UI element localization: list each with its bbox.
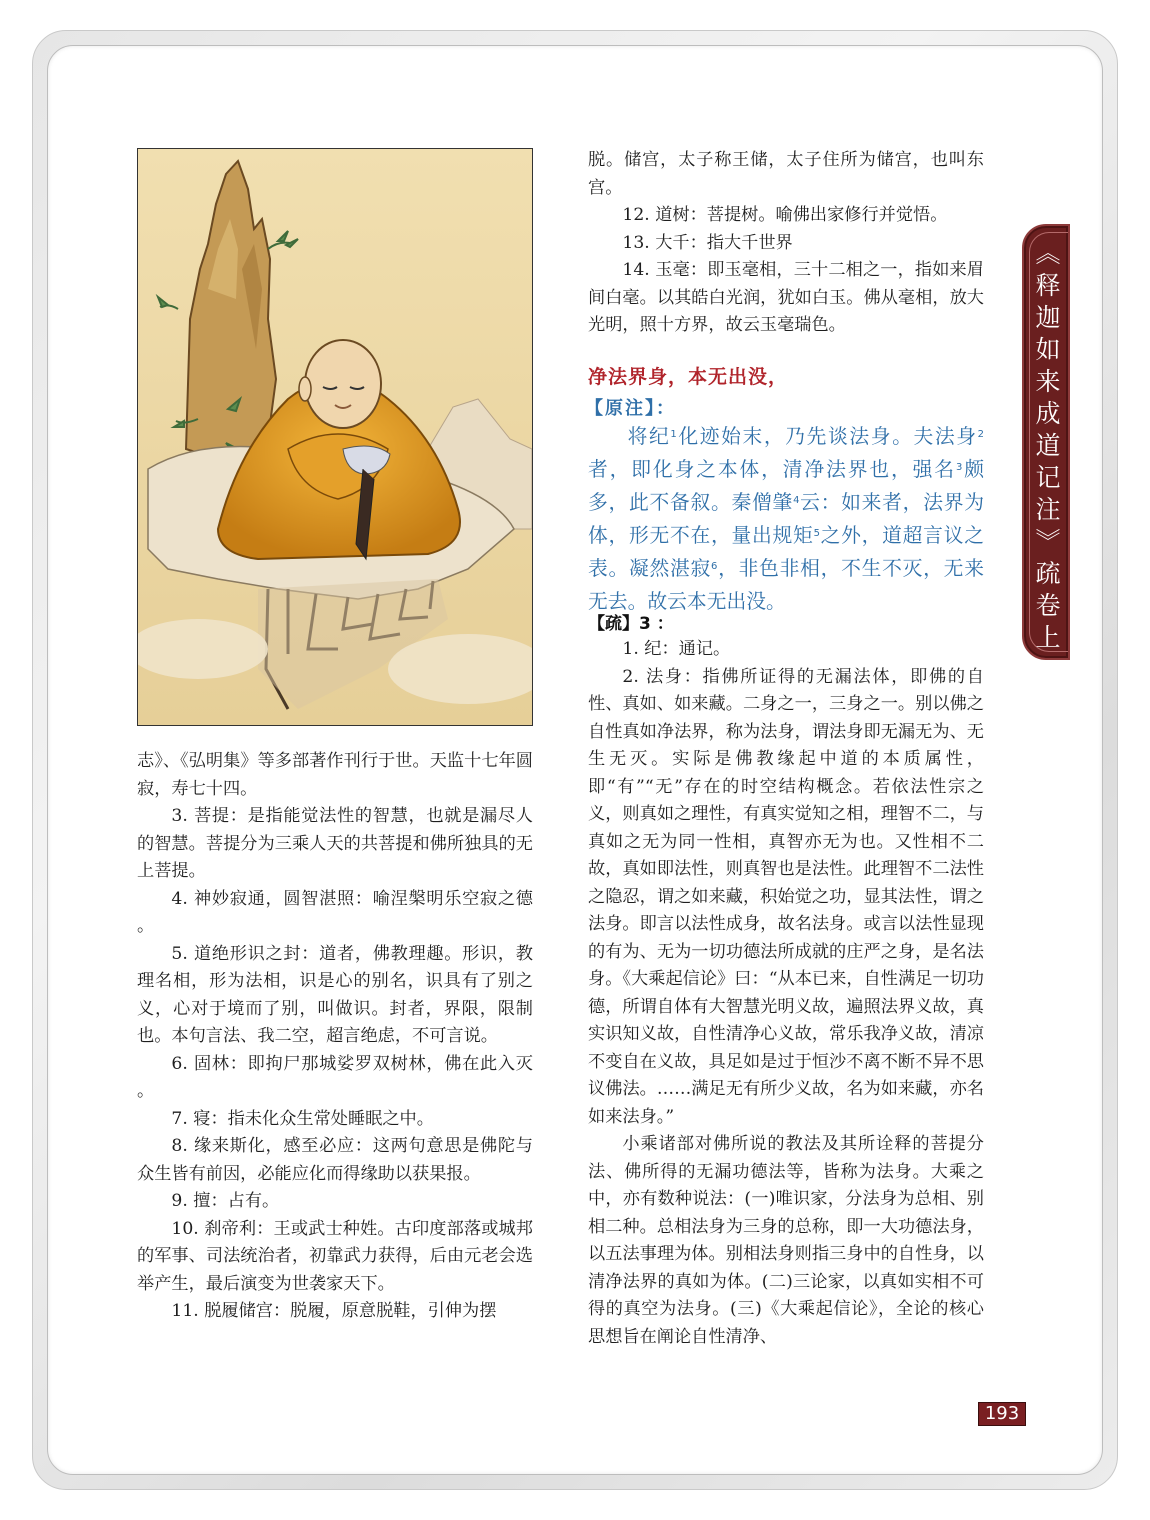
left-column-notes bbox=[137, 748, 533, 1326]
original-note-text bbox=[588, 420, 984, 618]
commentary-note-1: 1. 纪：通记。 bbox=[622, 639, 731, 659]
note-8: 8. 缘来斯化，感至必应：这两句意思是佛陀与众生皆有前因，必能应化而得缘助以获果报。 bbox=[137, 1136, 533, 1184]
note-3: 3. 菩提：是指能觉法性的智慧，也就是漏尽人的智慧。菩提分为三乘人天的共菩提和佛所独具的无上菩提。 bbox=[137, 806, 533, 881]
verse-title: 净法界身，本无出没， bbox=[588, 366, 789, 388]
note-9: 9. 擅：占有。 bbox=[171, 1191, 280, 1211]
note-4: 4. 神妙寂通，圆智湛照：喻涅槃明乐空寂之德 。 bbox=[137, 888, 533, 936]
commentary-note-2: 2. 法身：指佛所证得的无漏法体，即佛的自性、真如、如来藏。二身之一，三身之一。别以佛之自性真如净法界，称为法身，谓法身即无漏无为、无生无灭。实际是佛教缘起中道的本质属性，即“有”“无”存在的时空结构概念。若依法性宗之义，则真如之理性，有真实觉知之相，理智不二，与真如之无为同一性相，真智亦无为也。又性相不二故，真如即法性，则真智也是法性。此理智不二法性之隐忍，谓之如来藏，积始觉之功，显其法性，谓之法身。即言以法性成身，故名法身。或言以法性显现的有为、无为一切功德法所成就的庄严之身，是名法身。《大乘起信论》曰：“从本已来，自性满足一切功德，所谓自体有大智慧光明义故，遍照法界义故，真实识知义故，自性清净心义故，常乐我净义故，清凉不变自在义故，具足如是过于恒沙不离不断不异不思议佛法。……满足无有所少义故，名为如来藏，亦名如来法身。” bbox=[588, 666, 984, 1127]
note-5: 5. 道绝形识之封：道者，佛教理趣。形识，教理名相，形为法相，识是心的别名，识具有了别之义，心对于境而了别，叫做识。封者，界限，限制也。本句言法、我二空，超言绝虑，不可言说。 bbox=[137, 943, 533, 1046]
note-7: 7. 寝：指未化众生常处睡眠之中。 bbox=[171, 1108, 434, 1129]
right-column-commentary bbox=[588, 636, 984, 1351]
note-11-continuation: 脱。储宫，太子称王储，太子住所为储宫，也叫东宫。 bbox=[588, 150, 984, 198]
yuanzhu-seg-7: ，非色非相，不生不灭，无来无去。故云本无出没。 bbox=[588, 557, 984, 613]
yuanzhu-seg-4: 颇多，此不备叙。秦僧肇 bbox=[588, 458, 984, 514]
yuanzhu-seg-1: 将纪 bbox=[627, 425, 671, 448]
side-tab-title: 《释迦如来成道记注》疏卷上 bbox=[1032, 240, 1061, 656]
yuanzhu-seg-3: 者，即化身之本体，清净法界也，强名 bbox=[588, 458, 956, 481]
footnote-ref: 3 bbox=[955, 462, 963, 473]
note-10: 10. 刹帝利：王或武士种姓。古印度部落或城邦的军事、司法统治者，初靠武力获得，后由元老会选举产生，最后演变为世袭家天下。 bbox=[137, 1218, 533, 1294]
monk-illustration bbox=[137, 148, 533, 726]
yuanzhu-seg-2: 化迹始末，乃先谈法身。夫法身 bbox=[676, 425, 978, 448]
note-11: 11. 脱履储宫：脱履，原意脱鞋，引伸为摆 bbox=[171, 1301, 497, 1321]
note-13: 13. 大千：指大千世界 bbox=[622, 232, 793, 253]
footnote-ref: 4 bbox=[793, 495, 800, 506]
commentary-paragraph: 小乘诸部对佛所说的教法及其所诠释的菩提分法、佛所得的无漏功德法等，皆称为法身。大乘之中，亦有数种说法：(一)唯识家，分法身为总相、别相二种。总相法身为三身的总称，即一大功德法身，以五法事理为体。别相法身则指三身中的自性身，以清净法界的真如为体。(二)三论家，以真如实相不可得的真空为法身。(三)《大乘起信论》，全论的核心思想旨在阐论自性清净、 bbox=[588, 1134, 984, 1347]
note-continuation: 志》、《弘明集》等多部著作刊行于世。天监十七年圆寂，寿七十四。 bbox=[137, 751, 533, 799]
note-12: 12. 道树：菩提树。喻佛出家修行并觉悟。 bbox=[622, 205, 948, 225]
note-14: 14. 玉毫：即玉毫相，三十二相之一，指如来眉间白毫。以其皓白光润，犹如白玉。佛从毫相，放大光明，照十方界，故云玉毫瑞色。 bbox=[588, 260, 984, 335]
original-note-label: 【原注】： bbox=[585, 398, 676, 419]
chapter-side-tab bbox=[1022, 224, 1070, 660]
footnote-ref: 6 bbox=[711, 561, 718, 572]
footnote-ref: 2 bbox=[977, 429, 984, 440]
commentary-label: 【疏】3 ： bbox=[588, 614, 674, 634]
page-number: 193 bbox=[978, 1402, 1026, 1426]
footnote-ref: 1 bbox=[670, 429, 677, 440]
right-column-notes-top bbox=[588, 147, 984, 340]
note-6: 6. 固林：即拘尸那城娑罗双树林，佛在此入灭 。 bbox=[137, 1053, 533, 1101]
yuanzhu-seg-5: 云：如来者，法界为体，形无不在，量出规矩 bbox=[588, 491, 984, 547]
yuanzhu-seg-6: 之外，道超言议之表。凝然湛寂 bbox=[588, 524, 984, 580]
footnote-ref: 5 bbox=[813, 528, 820, 539]
